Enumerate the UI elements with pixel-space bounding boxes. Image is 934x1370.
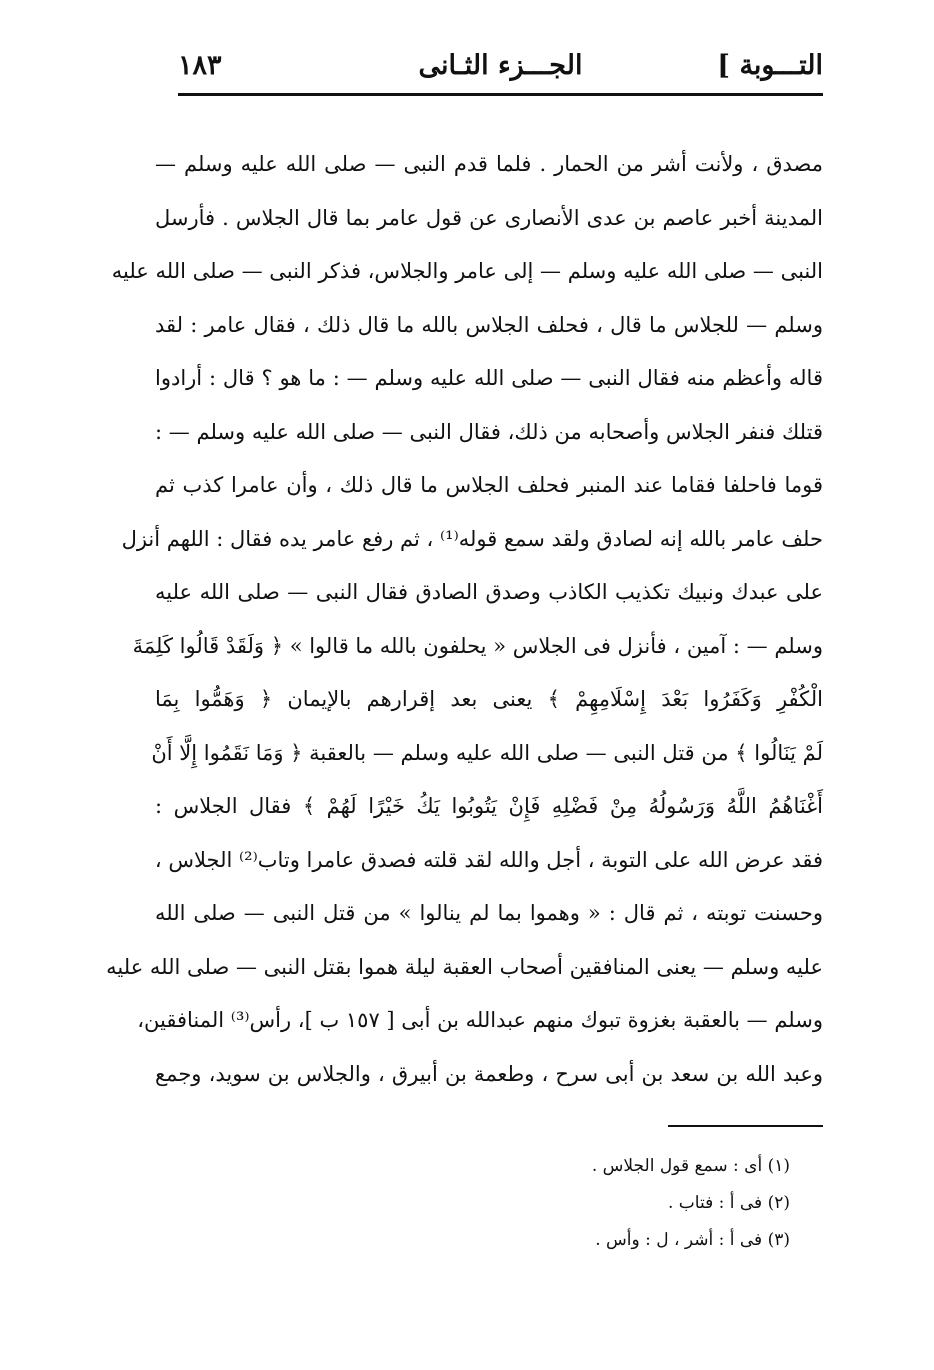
body-line: وسلم — : آمين ، فأنزل فى الجلاس « يحلفون بالله ما قالوا » ﴿ وَلَقَدْ قَالُوا كَلِمَةَ [132,633,823,658]
page-header [178,40,823,90]
footnote: (٣) فى أ : أشر ، ل : وأس . [595,1230,790,1250]
footnotes [470,1148,790,1259]
body-line: عليه وسلم — يعنى المنافقين أصحاب العقبة ليلة هموا بقتل النبى — صلى الله عليه [106,954,823,979]
body-line: وعبد الله بن سعد بن أبى سرح ، وطعمة بن أبيرق ، والجلاس بن سويد، وجمع [155,1061,823,1086]
body-line: قوما فاحلفا فقاما عند المنبر فحلف الجلاس ما قال ذلك ، وأن عامرا كذب ثم [155,473,823,497]
body-line: حلف عامر بالله إنه لصادق ولقد سمع قوله⁽¹⁾ ، ثم رفع عامر يده فقال : اللهم أنزل [121,526,823,551]
page-number: ١٨٣ [178,50,222,81]
body-line: النبى — صلى الله عليه وسلم — إلى عامر والجلاس، فذكر النبى — صلى الله عليه [111,259,823,283]
body-line: على عبدك ونبيك تكذيب الكاذب وصدق الصادق فقال النبى — صلى الله عليه [155,580,823,604]
body-line: قتلك فنفر الجلاس وأصحابه من ذلك، فقال النبى — صلى الله عليه وسلم — : [155,419,823,444]
body-line: وسلم — للجلاس ما قال ، فحلف الجلاس بالله ما قال ذلك ، فقال عامر : لقد [155,312,823,337]
body-line: وحسنت توبته ، ثم قال : « وهموا بما لم ينالوا » من قتل النبى — صلى الله [155,901,823,925]
footnote: (١) أى : سمع قول الجلاس . [591,1156,790,1176]
body-line: أَغْنَاهُمُ اللَّهُ وَرَسُولُهُ مِنْ فَضْلِهِ فَإِنْ يَتُوبُوا يَكُ خَيْرًا لَهُمْ ﴾ فقال الجلاس : [155,794,823,818]
header-divider [178,93,823,96]
body-line: لَمْ يَنَالُوا ﴾ من قتل النبى — صلى الله عليه وسلم — بالعقبة ﴿ وَمَا نَقَمُوا إِلَّا أَنْ [151,740,823,765]
part-title: الجـــزء الثـانى [418,50,583,81]
body-line: مصدق ، ولأنت أشر من الحمار . فلما قدم النبى — صلى الله عليه وسلم — [155,152,823,176]
chapter-title: التـــوبة ] [717,50,823,81]
body-line: المدينة أخبر عاصم بن عدى الأنصارى عن قول عامر بما قال الجلاس . فأرسل [155,205,823,230]
body-text [106,138,823,1101]
footnote: (٢) فى أ : فتاب . [667,1193,790,1213]
body-line: قاله وأعظم منه فقال النبى — صلى الله عليه وسلم — : ما هو ؟ قال : أرادوا [155,366,823,390]
body-line: الْكُفْرِ وَكَفَرُوا بَعْدَ إِسْلَامِهِمْ ﴾ يعنى بعد إقرارهم بالإيمان ﴿ وَهَمُّوا بِمَا [155,687,823,711]
body-line: وسلم — بالعقبة بغزوة تبوك منهم عبدالله بن أبى [ ١٥٧ ب ]، رأس⁽³⁾ المنافقين، [137,1008,823,1032]
body-line: فقد عرض الله على التوبة ، أجل والله لقد قلته فصدق عامرا وتاب⁽²⁾ الجلاس ، [154,847,823,872]
footnote-divider [668,1125,823,1127]
